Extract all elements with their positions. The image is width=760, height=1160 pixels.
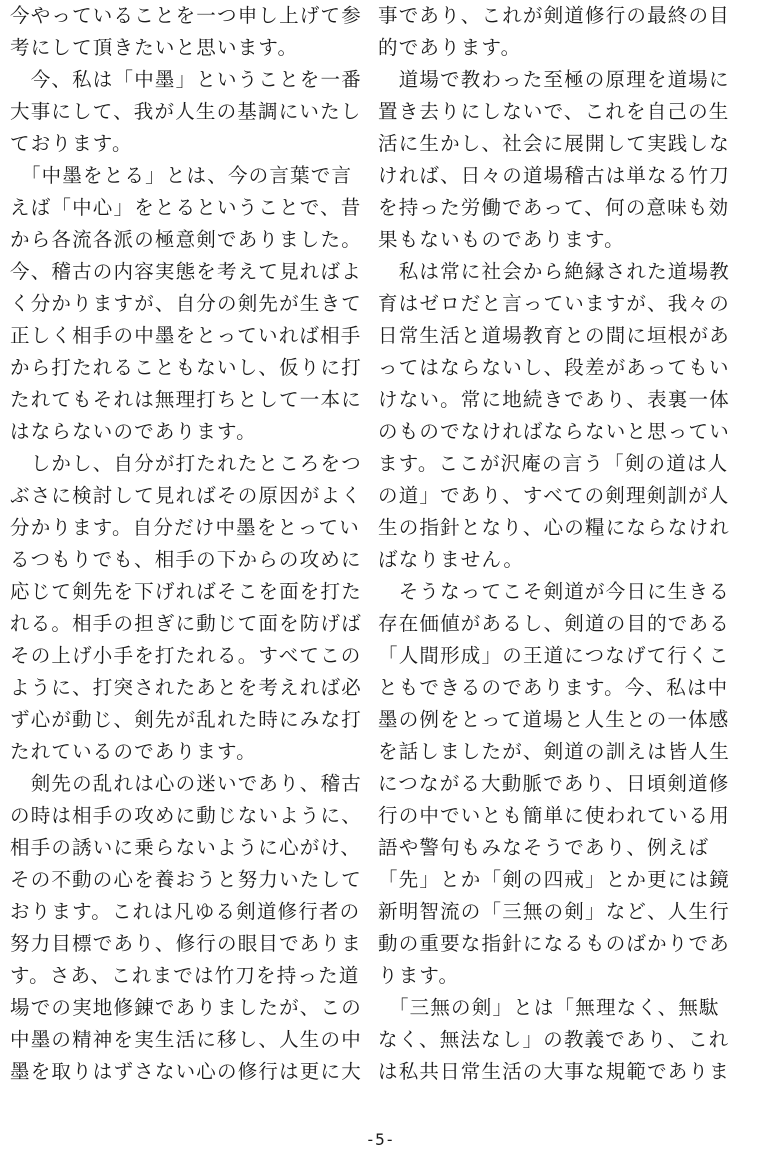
text-line: ります。 bbox=[378, 964, 460, 987]
text-line: 努力目標であり、修行の眼目でありま bbox=[10, 932, 362, 955]
text-line: は私共日常生活の大事な規範でありま bbox=[378, 1060, 730, 1083]
text-line: 応じて剣先を下げればそこを面を打た bbox=[10, 580, 362, 603]
text-line: たれてもそれは無理打ちとして一本に bbox=[10, 388, 362, 411]
text-line: しかし、自分が打たれたところをつ bbox=[10, 452, 362, 475]
text-line: 大事にして、我が人生の基調にいたし bbox=[10, 100, 362, 123]
text-line: 行の中でいとも簡単に使われている用 bbox=[378, 804, 730, 827]
text-line: おります。これは凡ゆる剣道修行者の bbox=[10, 900, 361, 923]
text-line: 新明智流の「三無の剣」など、人生行 bbox=[378, 900, 730, 923]
text-line: 墨の例をとって道場と人生との一体感 bbox=[378, 708, 730, 731]
text-line: 場での実地修錬でありましたが、この bbox=[10, 996, 362, 1019]
text-line: 日常生活と道場教育との間に垣根があ bbox=[378, 324, 730, 347]
text-line: ず心が動じ、剣先が乱れた時にみな打 bbox=[10, 708, 362, 731]
text-line: 語や警句もみなそうであり、例えば bbox=[378, 836, 710, 859]
text-line: えば「中心」をとるということで、昔 bbox=[10, 196, 362, 219]
text-line: けない。常に地続きであり、表裏一体 bbox=[378, 388, 730, 411]
page-number: -5- bbox=[365, 1130, 395, 1149]
text-line: 今、稽古の内容実態を考えて見ればよ bbox=[10, 260, 362, 283]
text-line: 分かります。自分だけ中墨をとってい bbox=[10, 516, 360, 539]
text-line: ぶさに検討して見ればその原因がよく bbox=[10, 484, 362, 507]
text-line: 事であり、これが剣道修行の最終の目 bbox=[378, 4, 730, 27]
text-line: るつもりでも、相手の下からの攻めに bbox=[10, 548, 362, 571]
text-line: の道」であり、すべての剣理剣訓が人 bbox=[378, 484, 730, 507]
text-line: く分かりますが、自分の剣先が生きて bbox=[10, 292, 362, 315]
text-line: 中墨の精神を実生活に移し、人生の中 bbox=[10, 1028, 362, 1051]
text-line: から打たれることもないし、仮りに打 bbox=[10, 356, 362, 379]
text-line: を持った労働であって、何の意味も効 bbox=[378, 196, 730, 219]
text-line: ように、打突されたあとを考えれば必 bbox=[10, 676, 362, 699]
text-line: ばなりません。 bbox=[378, 548, 525, 571]
text-line: から各流各派の極意剣でありました。 bbox=[10, 228, 362, 251]
text-line: 今、私は「中墨」ということを一番 bbox=[10, 68, 362, 91]
text-line: を話しましたが、剣道の訓えは皆人生 bbox=[378, 740, 730, 763]
text-line: その上げ小手を打たれる。すべてこの bbox=[10, 644, 362, 667]
left-text-column bbox=[10, 0, 362, 1088]
text-line: 活に生かし、社会に展開して実践しな bbox=[378, 132, 730, 155]
text-line: 「人間形成」の王道につなげて行くこ bbox=[378, 644, 730, 667]
text-line: 墨を取りはずさない心の修行は更に大 bbox=[10, 1060, 362, 1083]
text-line: ております。 bbox=[10, 132, 133, 155]
text-line: はならないのであります。 bbox=[10, 420, 257, 443]
text-line: 道場で教わった至極の原理を道場に bbox=[378, 68, 730, 91]
text-line: 置き去りにしないで、これを自己の生 bbox=[378, 100, 730, 123]
text-line: 今やっていることを一つ申し上げて参 bbox=[10, 4, 362, 27]
text-line: 考にして頂きたいと思います。 bbox=[10, 36, 299, 59]
text-line: ってはならないし、段差があってもい bbox=[378, 356, 730, 379]
text-line: 果もないものであります。 bbox=[378, 228, 625, 251]
text-line: その不動の心を養おうと努力いたして bbox=[10, 868, 362, 891]
text-line: 生の指針となり、心の糧にならなけれ bbox=[378, 516, 730, 539]
text-line: 「中墨をとる」とは、今の言葉で言 bbox=[10, 164, 353, 187]
text-line: たれているのであります。 bbox=[10, 740, 257, 763]
text-line: 「三無の剣」とは「無理なく、無駄 bbox=[378, 996, 720, 1019]
text-line: 動の重要な指針になるものばかりであ bbox=[378, 932, 730, 955]
text-line: ともできるのであります。今、私は中 bbox=[378, 676, 729, 699]
text-line: 正しく相手の中墨をとっていれば相手 bbox=[10, 324, 362, 347]
text-line: 的であります。 bbox=[378, 36, 522, 59]
text-line: なく、無法なし」の教義であり、これ bbox=[378, 1028, 730, 1051]
text-line: 私は常に社会から絶縁された道場教 bbox=[378, 260, 730, 283]
text-line: 相手の誘いに乗らないように心がけ、 bbox=[10, 836, 362, 859]
text-line: につながる大動脈であり、日頃剣道修 bbox=[378, 772, 730, 795]
text-line: れる。相手の担ぎに動じて面を防げば bbox=[10, 612, 362, 635]
text-line: 存在価値があるし、剣道の目的である bbox=[378, 612, 730, 635]
right-text-column bbox=[378, 0, 730, 1088]
text-line: 「先」とか「剣の四戒」とか更には鏡 bbox=[378, 868, 730, 891]
text-line: 剣先の乱れは心の迷いであり、稽古 bbox=[10, 772, 362, 795]
text-line: そうなってこそ剣道が今日に生きる bbox=[378, 580, 730, 603]
text-line: ければ、日々の道場稽古は単なる竹刀 bbox=[378, 164, 730, 187]
text-line: す。さあ、これまでは竹刀を持った道 bbox=[10, 964, 360, 987]
text-line: ます。ここが沢庵の言う「剣の道は人 bbox=[378, 452, 729, 475]
text-line: 育はゼロだと言っていますが、我々の bbox=[378, 292, 730, 315]
text-line: の時は相手の攻めに動じないように、 bbox=[10, 804, 362, 827]
text-line: のものでなければならないと思ってい bbox=[378, 420, 730, 443]
